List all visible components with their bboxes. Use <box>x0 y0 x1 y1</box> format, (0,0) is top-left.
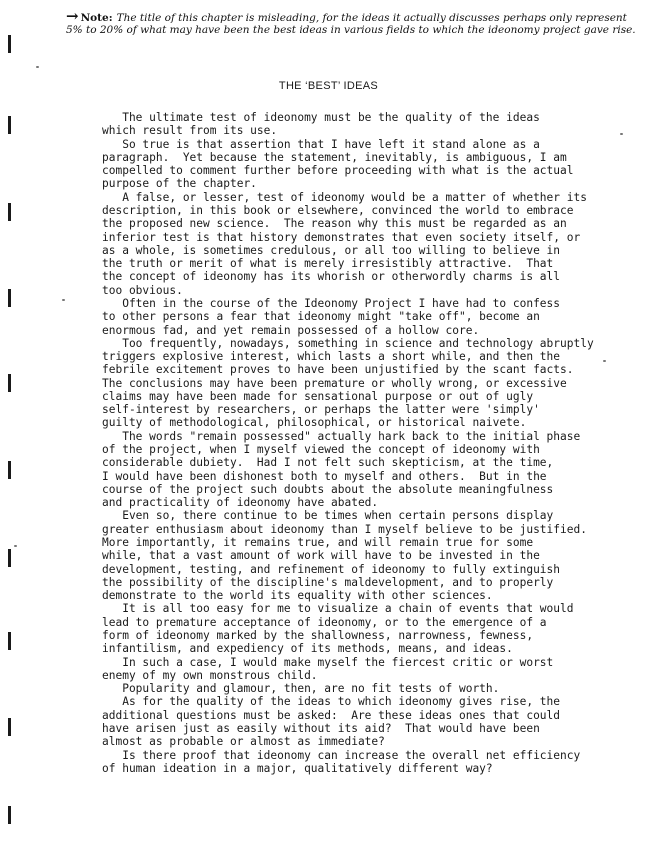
note-text: The title of this chapter is misleading, for the ideas it actually discusses perhaps only represent 5% to 20% of what may have been the best ideas in various fields to which the ideonomy project gave rise. <box>66 12 636 36</box>
arrow-icon: → <box>66 7 79 25</box>
paragraph: As for the quality of the ideas to which ideonomy gives rise, the additional questions must be asked: Are these ideas ones that could have arisen just as easily without its aid? That would have been almost as probable or almost as immediate? <box>102 695 561 749</box>
paragraph: Too frequently, nowadays, something in science and technology abruptly triggers explosive interest, which lasts a short while, and then the febrile excitement proves to have been unjustified by the scant facts. The conclusions may have been premature or wholly wrong, or excessive claims may have been made for sensational purpose or out of ugly self-interest by researchers, or perhaps the latter were 'simply' guilty of methodological, philosophical, or historical naivete. <box>102 336 594 430</box>
binding-mark <box>8 718 11 736</box>
binding-mark <box>8 549 11 567</box>
scan-speck <box>36 66 39 68</box>
paragraph: Is there proof that ideonomy can increase the overall net efficiency of human ideation in a major, qualitatively different way? <box>102 748 581 775</box>
paragraph: It is all too easy for me to visualize a chain of events that would lead to premature acceptance of ideonomy, or to the emergence of a form of ideonomy marked by the shallowness, narrowness, fewness, infantilism, and expediency of its methods, means, and ideas. <box>102 602 574 656</box>
body-text <box>102 111 602 775</box>
paragraph: Even so, there continue to be times when certain persons display greater enthusiasm about ideonomy than I myself believe to be justified. More importantly, it remains true, and will remain true for some while, that a vast amount of work will have to be invested in the development, testing, and refinement of ideonomy to fully extinguish the possibility of the discipline's maldevelopment, and to properly demonstrate to the world its equality with other sciences. <box>102 509 587 603</box>
scan-speck <box>14 545 17 547</box>
binding-mark <box>8 289 11 307</box>
binding-mark <box>8 632 11 650</box>
scan-speck <box>603 360 606 362</box>
binding-mark <box>8 203 11 221</box>
paragraph: Often in the course of the Ideonomy Project I have had to confess to other persons a fear that ideonomy might "take off", become an enormous fad, and yet remain possessed of a hollow core. <box>102 296 561 337</box>
paragraph: The words "remain possessed" actually hark back to the initial phase of the project, when I myself viewed the concept of ideonomy with considerable dubiety. Had I not felt such skepticism, at the time, I would have been dishonest both to myself and others. But in the course of the project such doubts about the absolute meaningfulness and practicality of ideonomy have abated. <box>102 429 581 510</box>
page-title: THE ‘BEST’ IDEAS <box>278 80 379 92</box>
binding-mark <box>8 35 11 53</box>
scan-speck <box>620 133 623 135</box>
binding-mark <box>8 116 11 134</box>
paragraph: The ultimate test of ideonomy must be the quality of the ideas which result from its use. <box>102 111 540 138</box>
note-label: Note: <box>80 12 113 24</box>
handwritten-note <box>66 7 641 36</box>
binding-mark <box>8 806 11 824</box>
paragraph: A false, or lesser, test of ideonomy would be a matter of whether its description, in this book or elsewhere, convinced the world to embrace the proposed new science. The reason why this must be regarded as an inferior test is that history demonstrates that even society itself, or as a whole, is sometimes credulous, or all too willing to believe in the truth or merit of what is merely irresistibly attractive. That the concept of ideonomy has its whorish or otherwordly charms is all too obvious. <box>102 190 587 297</box>
binding-mark <box>8 374 11 392</box>
paragraph: Popularity and glamour, then, are no fit tests of worth. <box>102 682 500 696</box>
paragraph: In such a case, I would make myself the fiercest critic or worst enemy of my own monstrous child. <box>102 655 554 682</box>
binding-mark <box>8 461 11 479</box>
paragraph: So true is that assertion that I have left it stand alone as a paragraph. Yet because the statement, inevitably, is ambiguous, I am compelled to comment further before proceeding with what is the actual purpose of the chapter. <box>102 137 574 191</box>
scan-speck <box>62 299 65 301</box>
